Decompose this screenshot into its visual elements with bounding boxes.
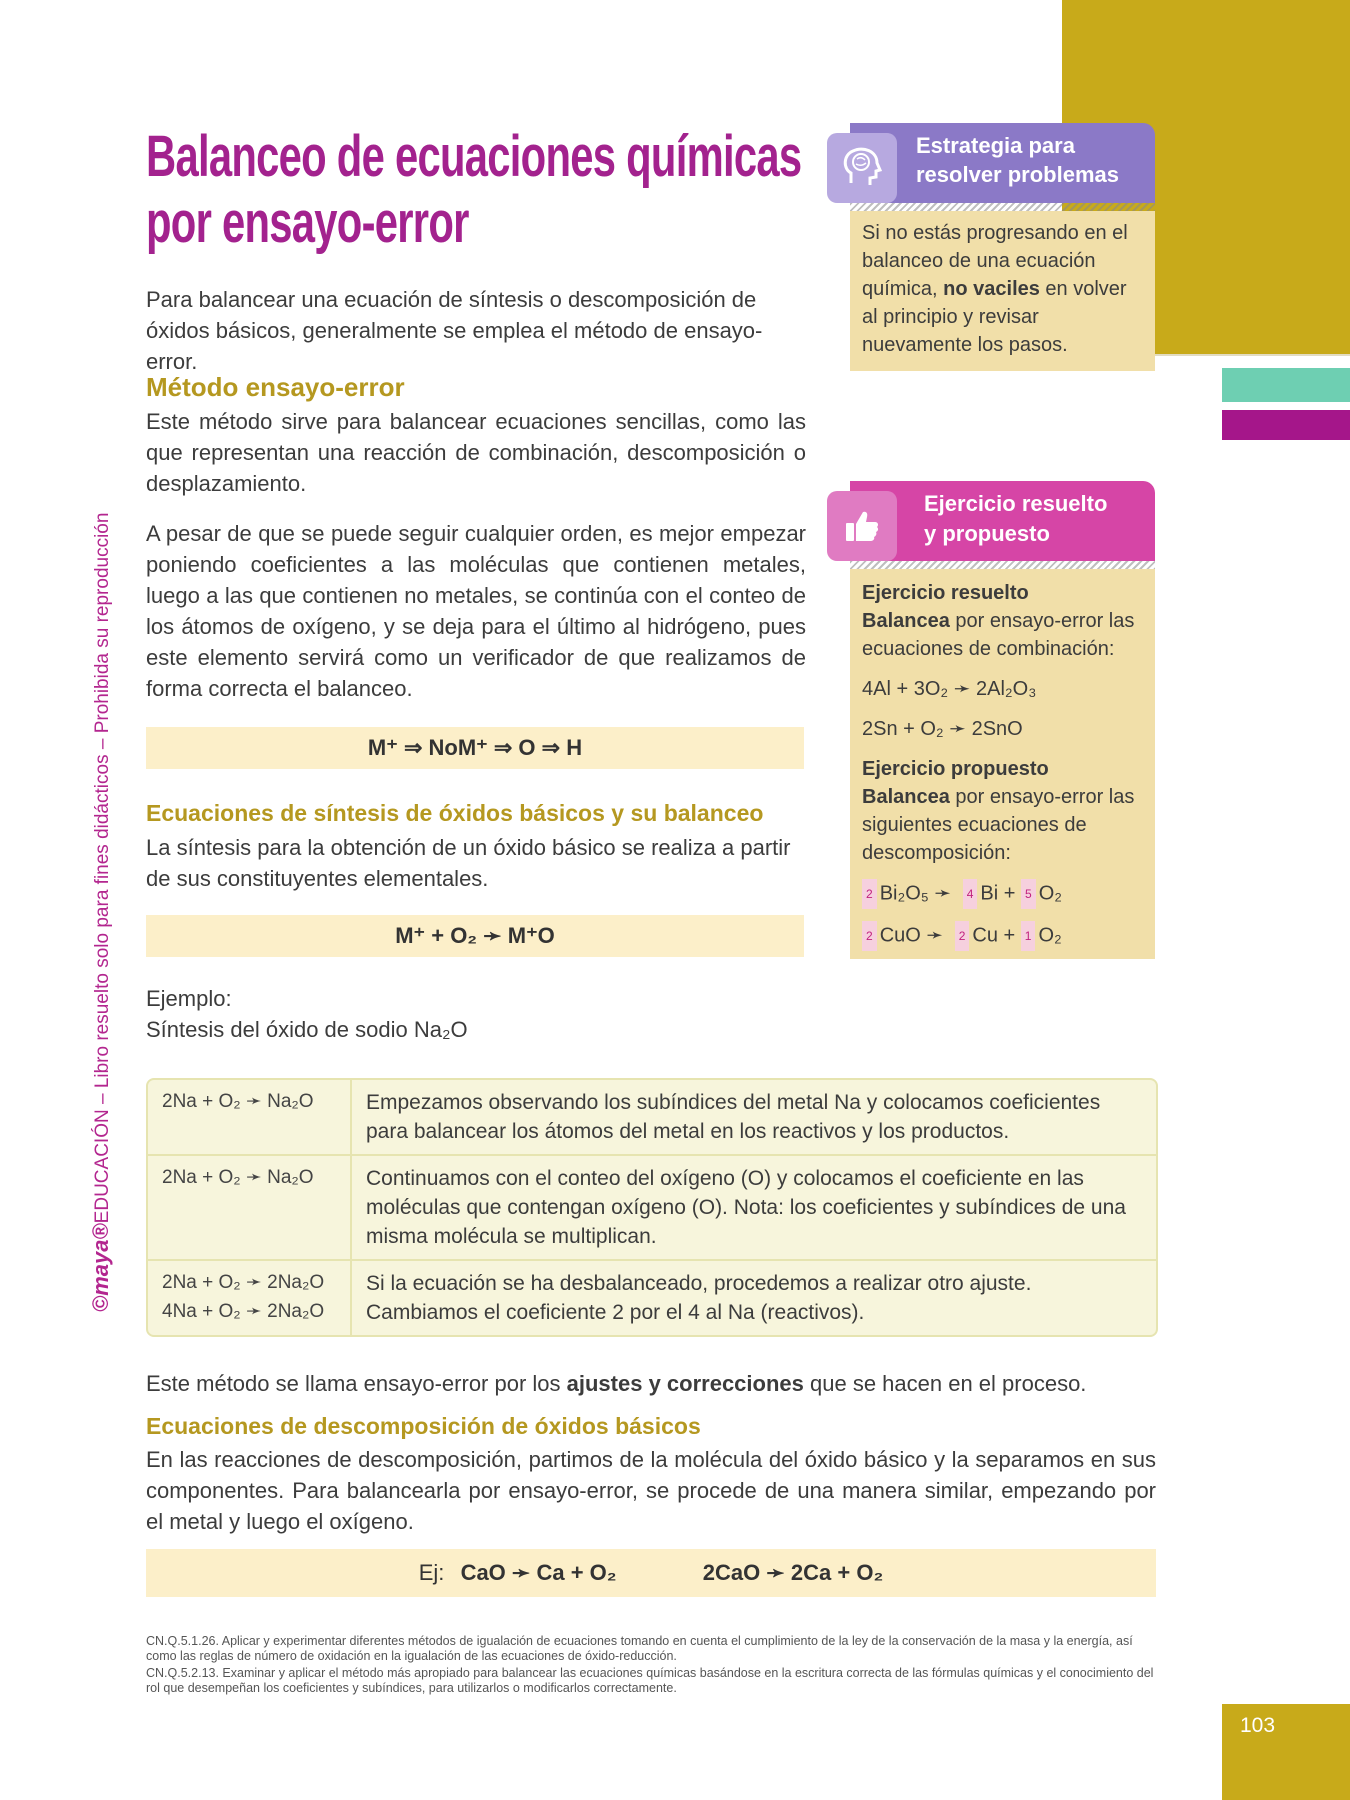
sintesis-paragraph: La síntesis para la obtención de un óxido básico se realiza a partir de sus constituyentes elementales. xyxy=(146,835,791,891)
propuesto-bold: Balancea xyxy=(862,786,950,808)
estrategia-title-2: resolver problemas xyxy=(916,162,1119,187)
resuelto-eq-1: 4Al + 3O₂ ➛ 2Al₂O₃ xyxy=(862,678,1037,700)
ej-formula-1: CaO ➛ Ca + O₂ xyxy=(460,1560,617,1585)
maya-logo: ©maya® xyxy=(88,1223,113,1312)
estrategia-hatch xyxy=(850,203,1155,211)
resuelto-bold: Balancea xyxy=(862,610,950,632)
sintesis-formula-box xyxy=(146,915,804,957)
propuesto-heading: Ejercicio propuesto xyxy=(862,758,1049,780)
thumbs-up-icon xyxy=(827,491,897,561)
magenta-tab xyxy=(1222,410,1350,440)
order-formula-box xyxy=(146,727,804,769)
resuelto-eq-2: 2Sn + O₂ ➛ 2SnO xyxy=(862,718,1023,740)
coef-answer: 1 xyxy=(1021,921,1036,951)
coef-answer: 5 xyxy=(1021,879,1036,909)
ej-label: Ej: xyxy=(418,1560,445,1585)
step-2-equation: 2Na + O₂ ➛ Na₂O xyxy=(148,1156,352,1259)
footnote-2: CN.Q.5.2.13. Examinar y aplicar el método más apropiado para balancear las ecuaciones químicas basándose en la escritura correcta de las fórmulas químicas y el conocimiento del rol que desempeñan los coeficientes y subíndices, para utilizarlos o modificarlos correctamente. xyxy=(146,1666,1154,1695)
resuelto-instructions xyxy=(862,607,1143,663)
formula-part: Bi + xyxy=(980,882,1016,905)
steps-table xyxy=(146,1078,1158,1337)
descomp-heading: Ecuaciones de descomposición de óxidos básicos xyxy=(146,1413,701,1439)
ej-formula-2: 2CaO ➛ 2Ca + O₂ xyxy=(702,1560,884,1585)
estrategia-text-pre: Si no estás progresando en el balanceo de una ecuación química, xyxy=(862,222,1128,300)
note-text-pre: Este método se llama ensayo-error por los xyxy=(146,1371,567,1396)
step-1-equation: 2Na + O₂ ➛ Na₂O xyxy=(148,1080,352,1154)
metodo-heading: Método ensayo-error xyxy=(146,372,405,402)
coef-answer: 4 xyxy=(963,879,978,909)
propuesto-eq-1 xyxy=(862,879,1143,909)
ejercicio-body xyxy=(850,569,1155,959)
intro-paragraph: Para balancear una ecuación de síntesis o descomposición de óxidos básicos, generalmente se emplea el método de ensayo-error. xyxy=(146,287,763,374)
step-2-text: Continuamos con el conteo del oxígeno (O) y colocamos el coeficiente en las moléculas que contengan oxígeno (O). Nota: los coeficientes y subíndices de una misma molécula se multiplican. xyxy=(366,1167,1126,1248)
sintesis-heading: Ecuaciones de síntesis de óxidos básicos y su balanceo xyxy=(146,800,764,826)
coef-answer: 2 xyxy=(862,879,877,909)
step-3-equations xyxy=(148,1261,352,1335)
propuesto-text: por ensayo-error las siguientes ecuaciones de descomposición: xyxy=(862,786,1135,864)
ejemplo-text: Síntesis del óxido de sodio Na₂O xyxy=(146,1017,468,1042)
descomp-formula-box xyxy=(146,1549,1156,1597)
propuesto-instructions xyxy=(862,783,1143,867)
vertical-copyright xyxy=(88,482,114,1312)
estrategia-text-bold: no vaciles xyxy=(943,278,1040,300)
sintesis-formula: M⁺ + O₂ ➛ M⁺O xyxy=(395,923,555,948)
resuelto-heading: Ejercicio resuelto xyxy=(862,582,1029,604)
ejercicio-title-2: y propuesto xyxy=(924,521,1050,546)
note-text-post: que se hacen en el proceso. xyxy=(803,1371,1087,1396)
formula-part: O₂ xyxy=(1038,882,1063,905)
metodo-note xyxy=(146,1368,1156,1399)
teal-tab xyxy=(1222,368,1350,402)
metodo-paragraph-1: Este método sirve para balancear ecuaciones sencillas, como las que representan una reacción de combinación, descomposición o desplazamiento. xyxy=(146,409,806,496)
order-formula: M⁺ ⇒ NoM⁺ ⇒ O ⇒ H xyxy=(367,735,583,760)
brain-icon xyxy=(827,133,897,203)
metodo-paragraph-2: A pesar de que se puede seguir cualquier orden, es mejor empezar poniendo coeficientes a las moléculas que contienen metales, luego a las que contienen no metales, se continúa con el conteo de los átomos de oxígeno, y se deja para el último al hidrógeno, pues este elemento servirá como un verificador de que realizamos de forma correcta el balanceo. xyxy=(146,521,806,701)
resuelto-text: por ensayo-error las ecuaciones de combinación: xyxy=(862,610,1135,660)
page-title xyxy=(146,124,802,256)
page-number: 103 xyxy=(1222,1704,1350,1800)
formula-part: Cu + xyxy=(972,924,1016,947)
ejercicio-hatch xyxy=(850,561,1155,569)
step-3-text: Si la ecuación se ha desbalanceado, procedemos a realizar otro ajuste. Cambiamos el coeficiente 2 por el 4 al Na (reactivos). xyxy=(366,1272,1032,1324)
ejemplo-label: Ejemplo: xyxy=(146,986,232,1011)
estrategia-text-post: en volver al principio y revisar nuevamente los pasos. xyxy=(862,278,1127,356)
estrategia-title-1: Estrategia para xyxy=(916,133,1075,158)
title-line-2: por ensayo-error xyxy=(146,190,469,255)
formula-part: CuO ➛ xyxy=(879,924,944,947)
step-3-equation-a: 2Na + O₂ ➛ 2Na₂O xyxy=(162,1272,325,1293)
formula-part: Bi₂O₅ ➛ xyxy=(879,882,952,905)
coef-answer: 2 xyxy=(862,921,877,951)
propuesto-eq-2 xyxy=(862,921,1143,951)
step-row-3 xyxy=(148,1261,1156,1335)
footnote-1: CN.Q.5.1.26. Aplicar y experimentar diferentes métodos de igualación de ecuaciones tomando en cuenta el cumplimiento de la ley de la conservación de la masa y la energía, así como las reglas de número de oxidación en la igualación de las ecuaciones de óxido-reducción. xyxy=(146,1634,1133,1663)
formula-part: O₂ xyxy=(1038,924,1062,947)
ejercicio-title-1: Ejercicio resuelto xyxy=(924,491,1108,516)
coef-answer: 2 xyxy=(955,921,970,951)
descomp-paragraph: En las reacciones de descomposición, partimos de la molécula del óxido básico y la separamos en sus componentes. Para balancearla por ensayo-error, se procede de una manera similar, empezando por el metal y luego el oxígeno. xyxy=(146,1447,1156,1534)
copyright-text: EDUCACIÓN – Libro resuelto solo para fines didácticos – Prohibida su reproducción xyxy=(92,512,113,1224)
step-row-1 xyxy=(148,1080,1156,1156)
estrategia-body xyxy=(850,211,1155,371)
step-1-text: Empezamos observando los subíndices del metal Na y colocamos coeficientes para balancear los átomos del metal en los reactivos y los productos. xyxy=(366,1091,1101,1143)
title-line-1: Balanceo de ecuaciones químicas xyxy=(146,124,802,189)
note-text-bold: ajustes y correcciones xyxy=(566,1371,804,1396)
step-3-equation-b: 4Na + O₂ ➛ 2Na₂O xyxy=(162,1301,325,1322)
step-row-2 xyxy=(148,1156,1156,1261)
